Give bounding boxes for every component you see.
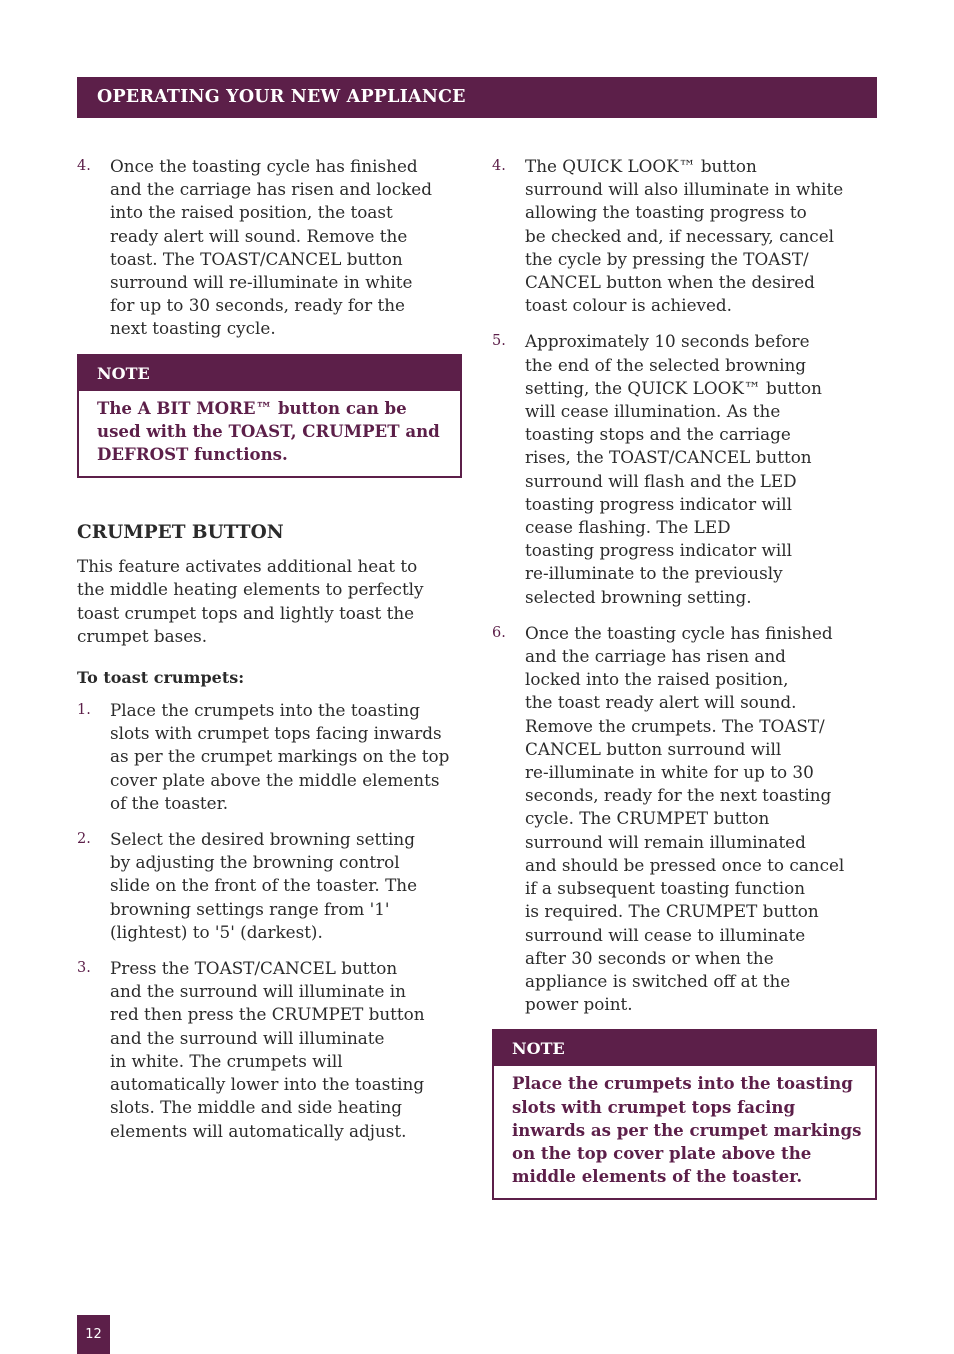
list-item [77,155,462,341]
step-text: Press the TOAST/CANCEL button and the surround will illuminate in red then press the CRUMPET button and the surround will illuminate in white. The crumpets will automatically lower into the toasting slots. The middle and side heating elements will automatically adjust. [110,958,425,1141]
list-item [77,957,462,1143]
note-text: The A BIT MORE™ button can be used with the TOAST, CRUMPET and DEFROST functions. [97,397,440,465]
right-step-list [492,155,877,1016]
step-number: 6. [492,624,506,641]
step-number: 2. [77,831,91,848]
list-item [77,828,462,944]
list-item [492,155,877,317]
section-header-title: OPERATING YOUR NEW APPLIANCE [97,87,466,107]
section-title: CRUMPET BUTTON [77,522,284,544]
left-column [77,155,462,1156]
list-item [77,699,462,815]
step-text: Approximately 10 seconds before the end of the selected browning setting, the QUICK LOOK™ button will cease illumination. As the toasting stops and the carriage rises, the TOAST/CANCEL button surround will flash and the LED toasting progress indicator will cease flashing. The LED toasting progress indicator will re-illuminate to the previously selected browning setting. [525,331,822,607]
right-column [492,155,877,1200]
step-number: 3. [77,960,91,977]
step-number: 1. [77,702,91,719]
note-title: NOTE [79,356,460,391]
section-header [77,77,877,118]
step-text: Once the toasting cycle has finished and the carriage has risen and locked into the raised position, the toast ready alert will sound. Remove the crumpets. The TOAST/ CANCEL button surround will re-illuminate in white for up to 30 seconds, ready for the next toasting cycle. The CRUMPET button surround will remain illuminated and should be pressed once to cancel if a subsequent toasting function is required. The CRUMPET button surround will cease to illuminate after 30 seconds or when the appliance is switched off at the power point. [525,622,845,1015]
step-text: Place the crumpets into the toasting slots with crumpet tops facing inwards as per the crumpet markings on the top cover plate above the middle elements of the toaster. [110,700,450,813]
step-text: Select the desired browning setting by adjusting the browning control slide on the front of the toaster. The browning settings range from '1' (lightest) to '5' (darkest). [110,829,418,942]
note-box [492,1029,877,1200]
left-step-list [77,155,462,341]
page-number-label: 12 [85,1327,102,1342]
step-text: The QUICK LOOK™ button surround will also illuminate in white allowing the toasting progress to be checked and, if necessary, cancel the cycle by pressing the TOAST/ CANCEL button when the desired toast colour is achieved. [525,156,844,316]
subheading: To toast crumpets: [77,668,245,688]
note-text: Place the crumpets into the toasting slots with crumpet tops facing inwards as per the crumpet markings on the top cover plate above the middle elements of the toaster. [512,1073,862,1187]
crumpet-step-list [77,699,462,1143]
list-item [492,330,877,608]
section-intro: This feature activates additional heat to the middle heating elements to perfectly toast crumpet tops and lightly toast the crumpet bases. [77,556,424,646]
note-title: NOTE [494,1031,875,1066]
list-item [492,622,877,1016]
page-number [77,1315,110,1354]
step-number: 4. [492,158,506,174]
step-number: 5. [492,333,506,350]
note-box [77,354,462,479]
step-text: Once the toasting cycle has finished and the carriage has risen and locked into the raised position, the toast ready alert will sound. Remove the toast. The TOAST/CANCEL button surround will re-illuminate in white for up to 30 seconds, ready for the next toasting cycle. [110,156,432,339]
step-number: 4. [77,158,91,174]
